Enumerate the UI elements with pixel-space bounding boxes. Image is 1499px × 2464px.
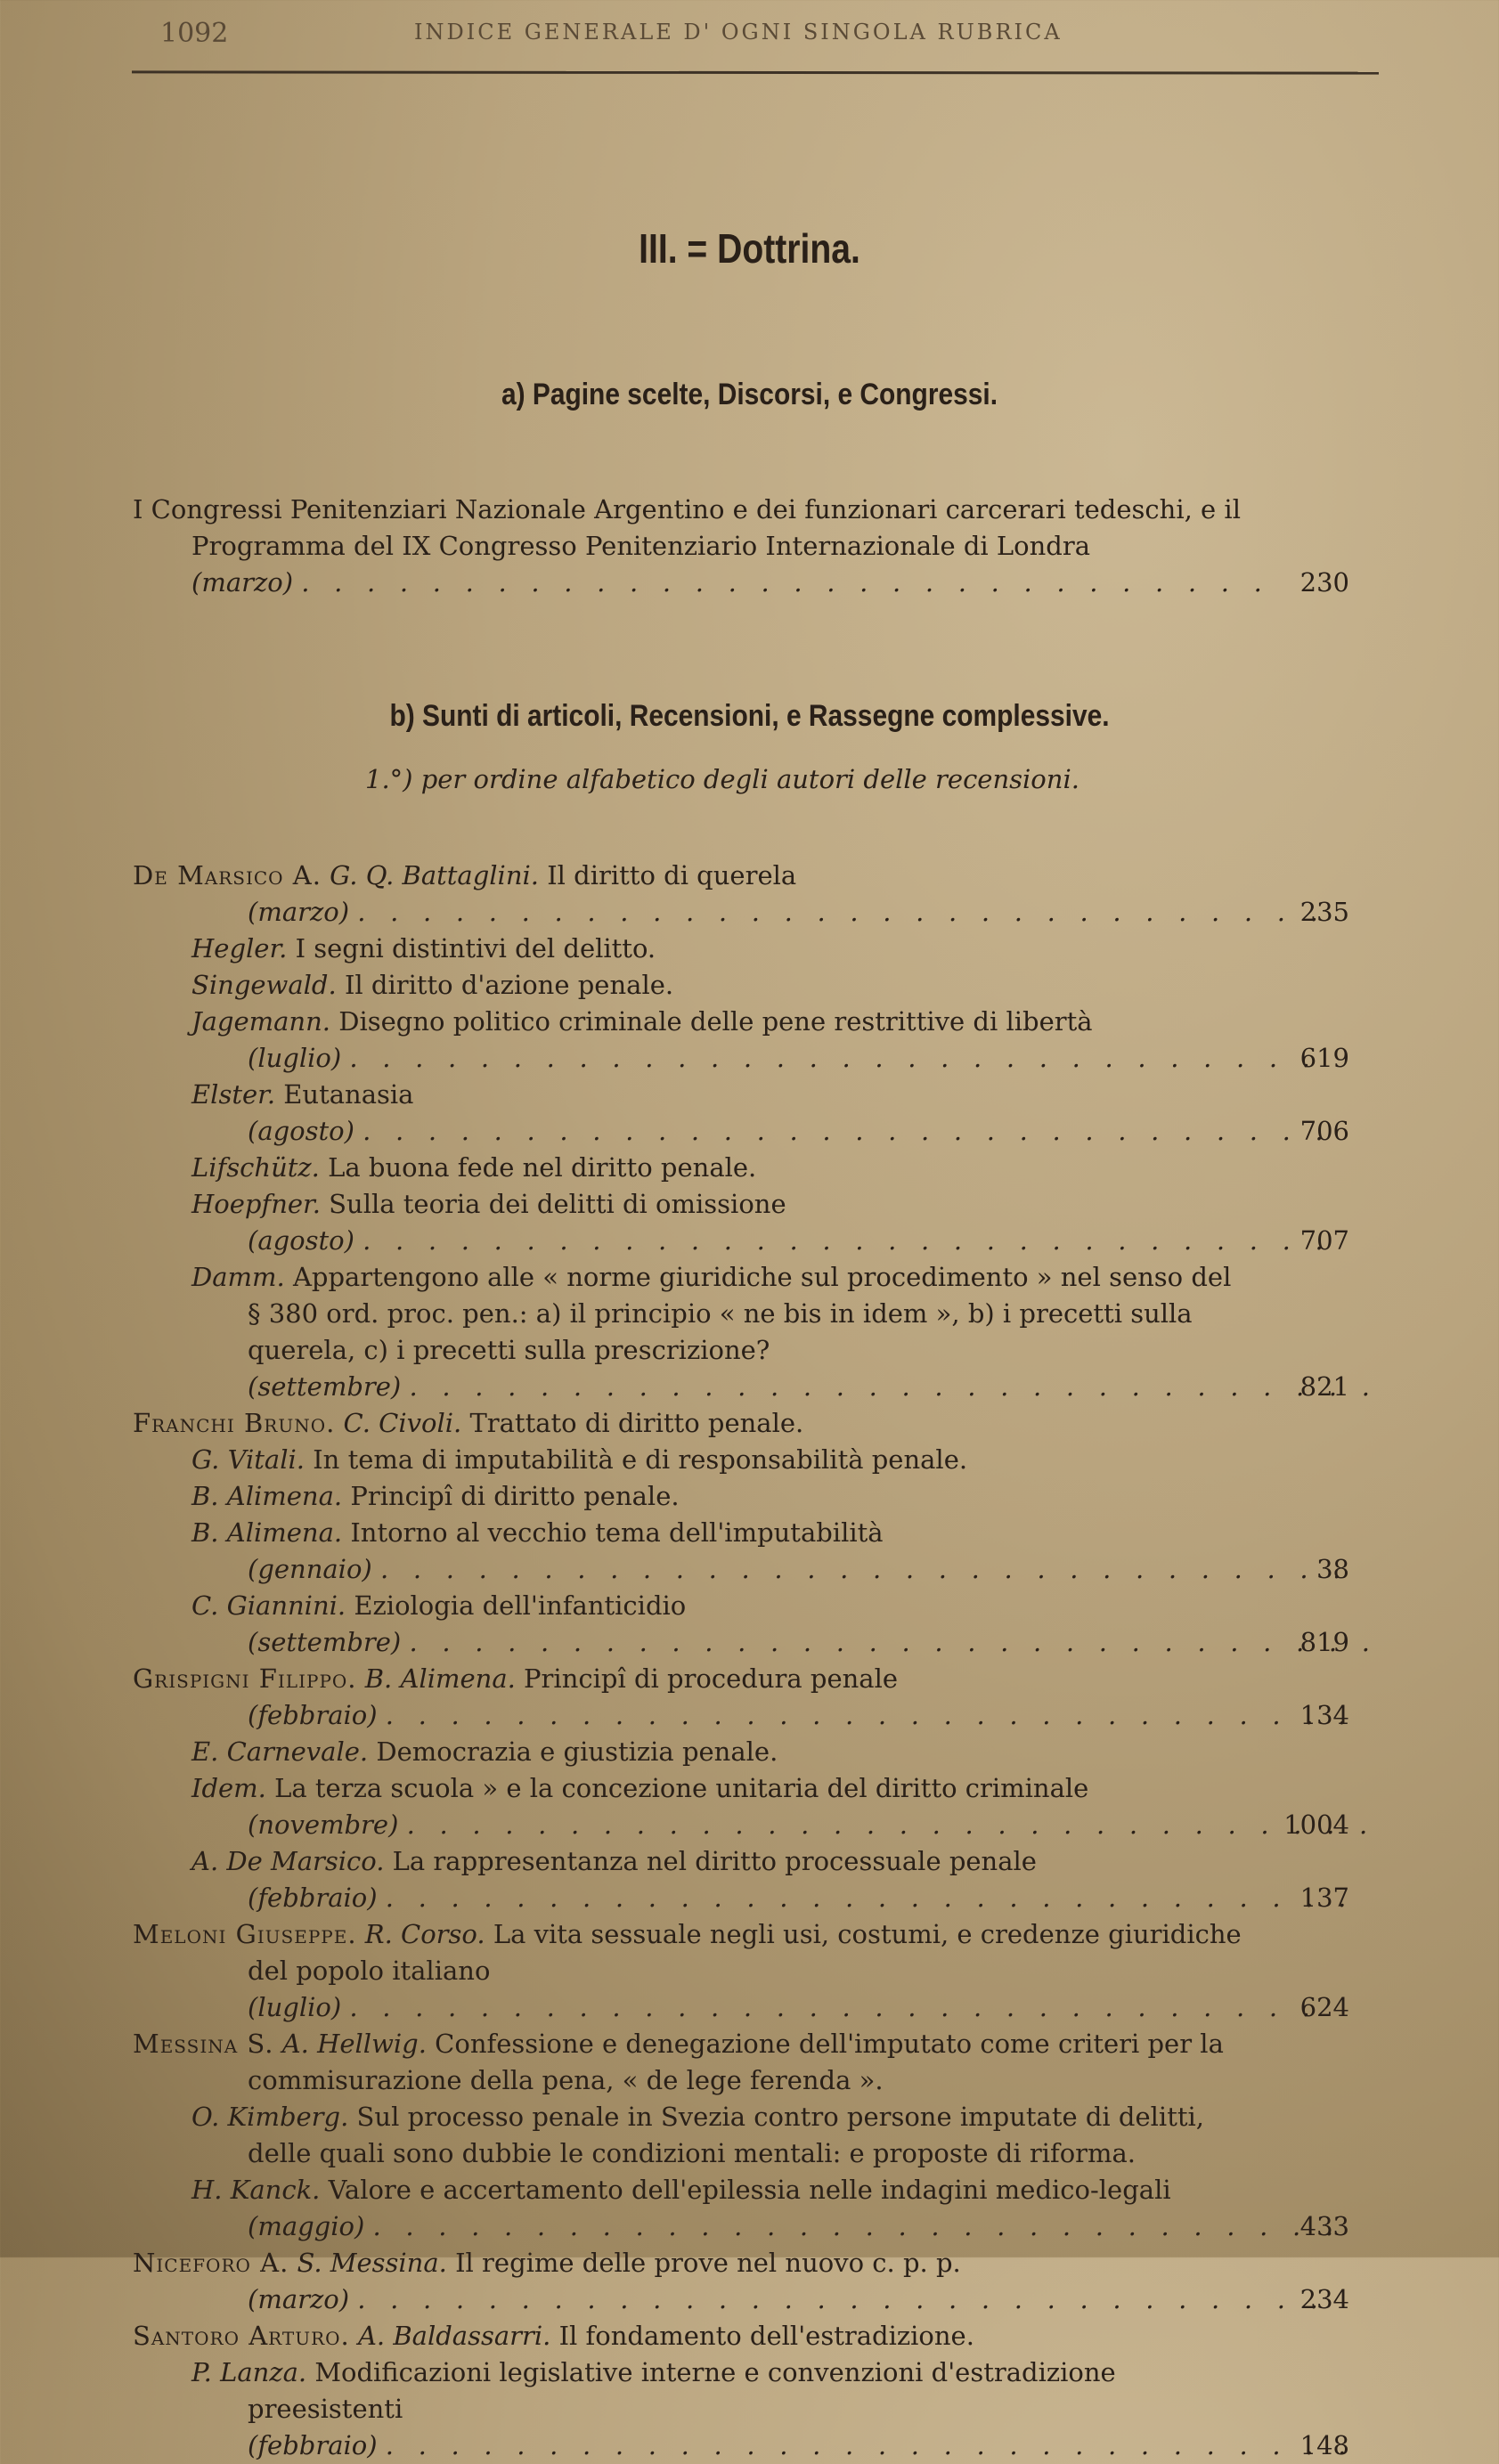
review-entry [133, 2026, 1349, 2099]
review-title: Disegno politico criminale delle pene restrittive di libertà [338, 1006, 1093, 1037]
review-title: Intorno al vecchio tema dell'imputabilità [350, 1517, 884, 1548]
review-entry [133, 1843, 1349, 1916]
entry-page: 230 [1299, 567, 1349, 598]
review-page: 235 [1299, 897, 1349, 927]
review-month: (novembre) . . [248, 1809, 1367, 1840]
review-title: Il diritto d'azione penale. [344, 970, 674, 1000]
review-title: Il fondamento dell'estradizione. [558, 2321, 974, 2351]
review-entry [133, 1077, 1349, 1150]
review-entry [133, 1004, 1349, 1077]
review-title: Democrazia e giustizia penale. [376, 1736, 778, 1767]
review-title: Confessione e denegazione dell'imputato come criteri per la commisurazione della pena, « de lege ferenda ». [248, 2029, 1224, 2095]
reviewed-author: B. Alimena. [191, 1481, 343, 1511]
running-title: INDICE GENERALE D' OGNI SINGOLA RUBRICA [414, 20, 1063, 45]
part-b-subtitle: 1.°) per ordine alfabetico degli autori delle recensioni. [365, 764, 1079, 794]
review-month: (settembre) . . [248, 1627, 1370, 1657]
review-title: Il diritto di querela [547, 860, 797, 890]
review-page: 433 [1299, 2211, 1349, 2241]
review-page: 234 [1299, 2284, 1349, 2314]
review-entry [133, 931, 1349, 967]
reviewer-name: Messina S. [133, 2029, 274, 2059]
reviewed-author: Elster. [191, 1079, 276, 1110]
review-month: (marzo) . . [248, 2284, 1318, 2314]
review-title: In tema di imputabilità e di responsabilità penale. [313, 1444, 968, 1475]
reviewed-author: A. Baldassarri. [357, 2321, 551, 2351]
running-header [160, 18, 1381, 71]
reviewed-author: Singewald. [191, 970, 337, 1000]
review-page: 706 [1299, 1116, 1349, 1146]
reviewer-name: Santoro Arturo. [133, 2321, 350, 2351]
review-page: 38 [1316, 1554, 1349, 1584]
reviewed-author: B. Alimena. [191, 1517, 343, 1548]
review-page: 619 [1299, 1043, 1349, 1073]
review-title: La vita sessuale negli usi, costumi, e credenze giuridiche del popolo italiano [248, 1919, 1242, 1986]
reviewed-author: O. Kimberg. [191, 2102, 349, 2132]
reviewed-author: A. De Marsico. [191, 1846, 385, 1876]
review-month: (febbraio) . . [248, 1883, 1346, 1913]
review-title: Eziologia dell'infanticidio [354, 1590, 687, 1621]
review-page: 819 [1299, 1627, 1349, 1657]
review-entry [133, 1734, 1349, 1770]
review-entry [133, 2172, 1349, 2245]
review-page: 707 [1299, 1225, 1349, 1256]
review-title: Principî di procedura penale [524, 1663, 899, 1694]
part-b-title: b) Sunti di articoli, Recensioni, e Rassegne complessive. [389, 699, 1110, 733]
page-number: 1092 [160, 18, 229, 49]
reviewed-author: Idem. [191, 1773, 266, 1803]
reviewed-author: P. Lanza. [191, 2357, 307, 2387]
review-month: (gennaio) . . [248, 1554, 1341, 1584]
review-page: 821 [1299, 1371, 1349, 1402]
part-a-title: a) Pagine scelte, Discorsi, e Congressi. [501, 378, 998, 411]
review-title: Sul processo penale in Svezia contro persone imputate di delitti, delle quali sono dubbie le condizioni mentali: e proposte di riforma. [248, 2102, 1204, 2168]
review-month: (agosto) . . [248, 1116, 1324, 1146]
reviewed-author: Jagemann. [191, 1006, 331, 1037]
reviewed-author: A. Hellwig. [281, 2029, 427, 2059]
review-title: La rappresentanza nel diritto processuale penale [392, 1846, 1037, 1876]
review-page: 1004 [1283, 1809, 1349, 1840]
reviewed-author: C. Civoli. [343, 1408, 462, 1438]
review-entry [133, 1588, 1349, 1661]
review-month: (maggio) . . [248, 2211, 1333, 2241]
reviewed-author: C. Giannini. [191, 1590, 346, 1621]
review-entry [133, 1405, 1349, 1442]
review-page: 137 [1299, 1883, 1349, 1913]
reviewed-author: B. Alimena. [364, 1663, 516, 1694]
reviewer-name: Meloni Giuseppe. [133, 1919, 357, 1949]
review-entry [133, 1186, 1349, 1259]
review-page: 134 [1299, 1700, 1349, 1730]
review-page: 148 [1299, 2430, 1349, 2460]
review-entry [133, 858, 1349, 931]
entry-title: I Congressi Penitenziari Nazionale Argentino e dei funzionari carcerari tedeschi, e il Programma del IX Congresso Penitenziario Internazionale di Londra [133, 494, 1241, 561]
review-title: Il regime delle prove nel nuovo c. p. p. [455, 2248, 961, 2278]
review-entry [133, 1478, 1349, 1515]
reviewed-author: S. Messina. [297, 2248, 447, 2278]
review-entry [133, 1515, 1349, 1588]
review-entry [133, 1916, 1349, 2026]
review-entry [133, 967, 1349, 1004]
review-page: 624 [1299, 1992, 1349, 2022]
reviewer-name: Franchi Bruno. [133, 1408, 336, 1438]
reviewer-name: Niceforo A. [133, 2248, 289, 2278]
reviewed-author: R. Corso. [364, 1919, 485, 1949]
reviewed-author: Lifschütz. [191, 1152, 320, 1183]
reviewed-author: G. Q. Battaglini. [330, 860, 539, 890]
review-entry [133, 2354, 1349, 2464]
review-title: Eutanasia [283, 1079, 414, 1110]
review-entry [133, 1442, 1349, 1478]
review-title: Sulla teoria dei delitti di omissione [329, 1189, 786, 1219]
review-title: Trattato di diritto penale. [469, 1408, 804, 1438]
review-entry [133, 1770, 1349, 1843]
review-entry [133, 2318, 1349, 2354]
review-entry [133, 1150, 1349, 1186]
entry-month: (marzo) . . [191, 567, 1262, 598]
review-index [133, 858, 1349, 2464]
review-entry [133, 1259, 1349, 1405]
reviewed-author: H. Kanck. [191, 2175, 321, 2205]
header-rule [132, 70, 1379, 74]
review-title: Modificazioni legislative interne e convenzioni d'estradizione preesistenti [248, 2357, 1116, 2424]
review-month: (febbraio) . . [248, 1700, 1346, 1730]
review-month: (luglio) . . [248, 1043, 1310, 1073]
reviewed-author: Hoepfner. [191, 1189, 321, 1219]
review-title: La terza scuola » e la concezione unitaria del diritto criminale [274, 1773, 1089, 1803]
review-entry [133, 2245, 1349, 2318]
reviewer-name: Grispigni Filippo. [133, 1663, 357, 1694]
reviewed-author: Hegler. [191, 933, 288, 964]
review-title: Principî di diritto penale. [350, 1481, 680, 1511]
review-title: La buona fede nel diritto penale. [328, 1152, 757, 1183]
review-title: I segni distintivi del delitto. [295, 933, 656, 964]
section-title: III. = Dottrina. [639, 225, 860, 272]
review-month: (febbraio) . . [248, 2430, 1346, 2460]
review-month: (settembre) . . [248, 1371, 1370, 1402]
review-month: (marzo) . . [248, 897, 1318, 927]
reviewed-author: E. Carnevale. [191, 1736, 369, 1767]
review-entry [133, 1661, 1349, 1734]
reviewed-author: Damm. [191, 1262, 285, 1292]
review-title: Appartengono alle « norme giuridiche sul procedimento » nel senso del § 380 ord. proc. pen.: a) il principio « ne bis in idem », b) i precetti sulla querela, c) i precetti sulla prescrizione? [248, 1262, 1232, 1365]
review-month: (agosto) . . [248, 1225, 1324, 1256]
review-title: Valore e accertamento dell'epilessia nelle indagini medico-legali [328, 2175, 1171, 2205]
review-month: (luglio) . . [248, 1992, 1310, 2022]
part-a-entry [133, 492, 1349, 601]
review-entry [133, 2099, 1349, 2172]
reviewer-name: De Marsico A. [133, 860, 322, 890]
reviewed-author: G. Vitali. [191, 1444, 305, 1475]
